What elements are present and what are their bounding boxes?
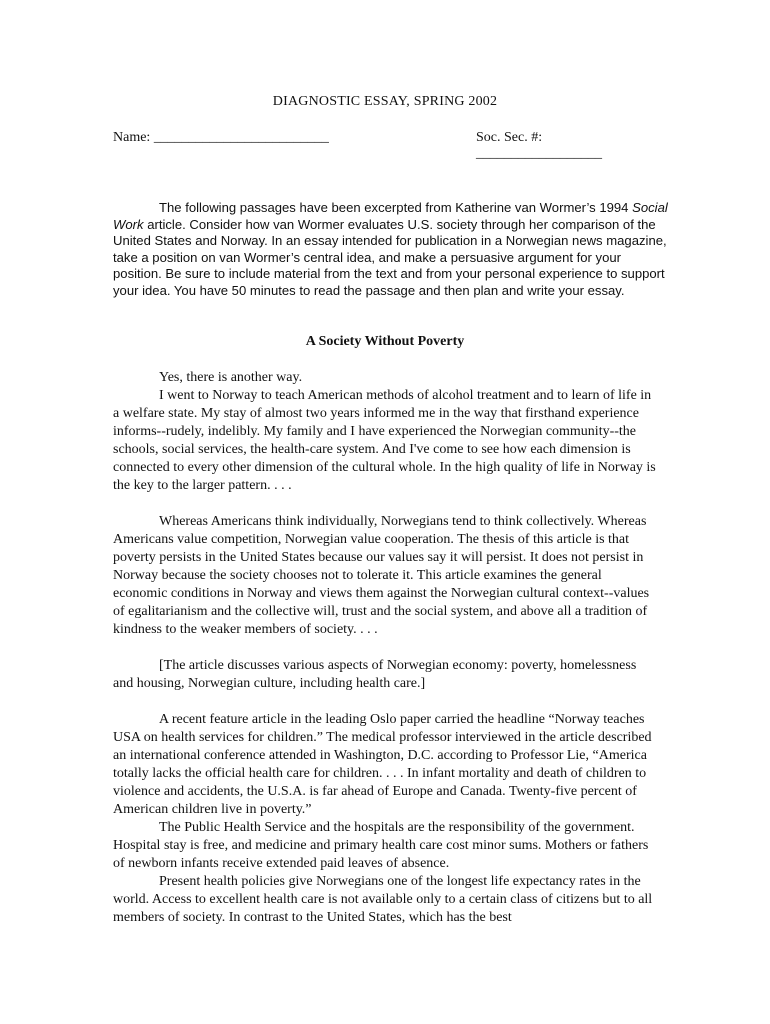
name-field: Name: _________________________: [113, 130, 329, 145]
instructions-text-1: The following passages have been excerpted from Katherine van Wormer’s 1994: [159, 200, 633, 215]
essay-paragraph: A recent feature article in the leading Oslo paper carried the headline “Norway teaches USA on health services for children.” The medical professor interviewed in the article described an international conference attended in Washington, D.C. according to Professor Lie, “America totally lacks the official health care for children. . . . In infant mortality and death of children to violence and accidents, the U.S.A. is far ahead of Europe and Canada. Twenty-five percent of American children live in poverty.”: [113, 712, 652, 817]
essay-paragraph: The Public Health Service and the hospitals are the responsibility of the government. Hospital stay is free, and medicine and primary health care cost minor sums. Mothers or fathers of newborn infants receive extended paid leaves of absence.: [113, 820, 649, 871]
essay-paragraph: Yes, there is another way.: [159, 370, 303, 385]
document-title: DIAGNOSTIC ESSAY, SPRING 2002: [272, 94, 498, 109]
instructions-paragraph: [113, 200, 673, 300]
essay-paragraph: Whereas Americans think individually, Norwegians tend to think collectively. Whereas Americans value competition, Norwegian value cooperation. The thesis of this article is that poverty persists in the United States because our values say it will persist. It does not persist in Norway because the society chooses not to tolerate it. This article examines the general economic conditions in Norway and views them against the Norwegian cultural context--values of egalitarianism and the collective will, trust and the social system, and above all a tradition of kindness to the weaker members of society. . . .: [113, 514, 650, 637]
essay-paragraph: [The article discusses various aspects of Norwegian economy: poverty, homelessness and housing, Norwegian culture, including health care.]: [113, 658, 637, 691]
essay-paragraph: Present health policies give Norwegians one of the longest life expectancy rates in the world. Access to excellent health care is not available only to a certain class of citizens but to all members of society. In contrast to the United States, which has the best: [113, 874, 653, 925]
instructions-text-2: article. Consider how van Wormer evaluates U.S. society through her comparison of the United States and Norway. In an essay intended for publication in a Norwegian news magazine, take a position on van Wormer’s central idea, and make a persuasive argument for your position. Be sure to include material from the text and from your personal experience to support your idea. You have 50 minutes to read the passage and then plan and write your essay.: [113, 216, 667, 298]
essay-body: [113, 369, 658, 927]
essay-title: A Society Without Poverty: [305, 334, 465, 349]
soc-sec-label: Soc. Sec. #:: [476, 130, 543, 145]
soc-sec-blank: __________________: [476, 146, 602, 161]
instructions-italic-title: Social Work: [113, 200, 668, 232]
essay-paragraph: I went to Norway to teach American methods of alcohol treatment and to learn of life in a welfare state. My stay of almost two years informed me in the way that firsthand experience informs--rudely, indelibly. My family and I have experienced the Norwegian community--the schools, social services, the health-care system. And I've come to see how each dimension is connected to every other dimension of the cultural whole. In the high quality of life in Norway is the key to the larger pattern. . . .: [113, 388, 656, 493]
instructions: [113, 200, 673, 300]
